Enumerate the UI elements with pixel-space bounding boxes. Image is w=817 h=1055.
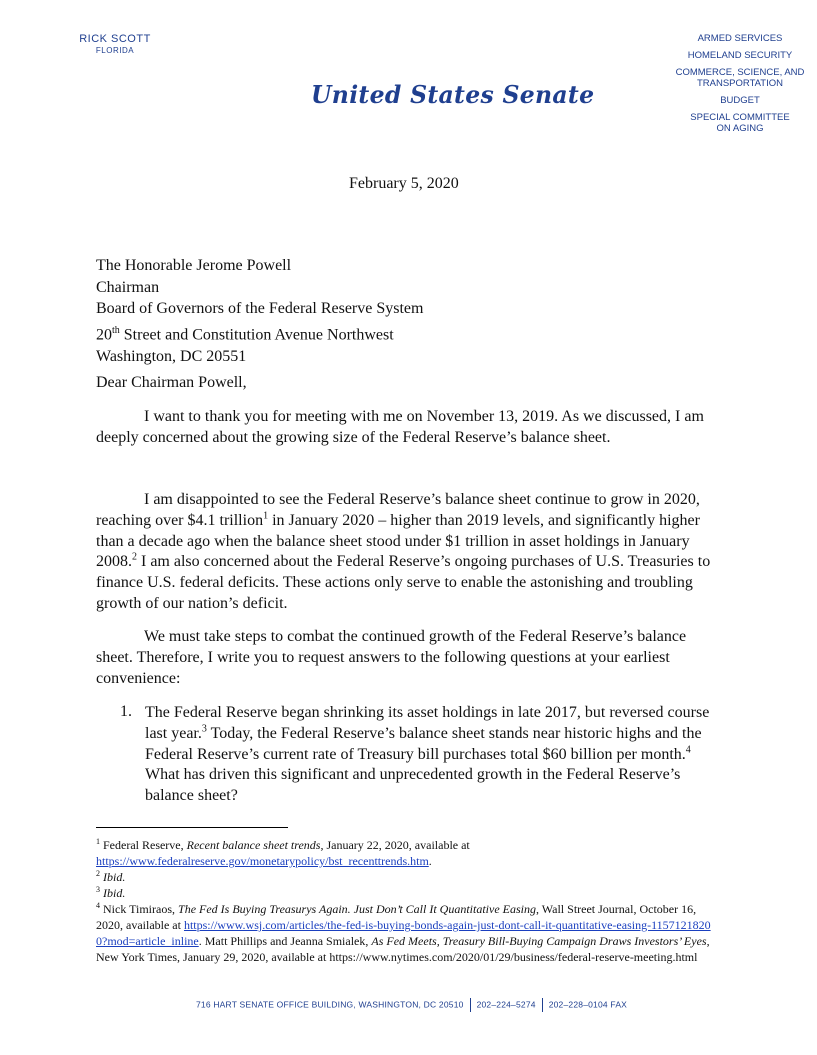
footnote-ref-4: 4 bbox=[685, 744, 691, 756]
footer-divider bbox=[470, 998, 471, 1012]
senator-letterhead bbox=[70, 33, 160, 55]
street-ordinal: th bbox=[112, 324, 120, 336]
committee-aging-line1: SPECIAL COMMITTEE bbox=[690, 112, 790, 123]
footnote-4-link[interactable]: https://www.wsj.com/articles/the-fed-is-buying-bonds-again-just-dont-call-it-quantitative-easing-11571218200?mod=article_inline bbox=[96, 918, 711, 948]
street-name: Street and Constitution Avenue Northwest bbox=[119, 326, 394, 344]
street-number: 20 bbox=[96, 326, 112, 344]
office-fax: 202–228–0104 FAX bbox=[548, 999, 628, 1010]
recipient-street bbox=[96, 320, 423, 346]
footnote-2-text: Ibid. bbox=[100, 870, 126, 884]
recipient-address bbox=[96, 255, 423, 367]
recipient-org: Board of Governors of the Federal Reserve System bbox=[96, 300, 424, 318]
footnote-3-text: Ibid. bbox=[100, 886, 126, 900]
letter-date: February 5, 2020 bbox=[349, 175, 459, 192]
paragraph-2 bbox=[96, 490, 720, 615]
footnote-2-mark: 2 bbox=[96, 869, 100, 878]
footnote-1-link[interactable]: https://www.federalreserve.gov/monetarypolicy/bst_recenttrends.htm bbox=[96, 854, 429, 868]
senate-title: United States Senate bbox=[311, 80, 595, 109]
footnote-divider bbox=[96, 827, 288, 828]
recipient-city: Washington, DC 20551 bbox=[96, 347, 247, 365]
committee-budget: BUDGET bbox=[720, 95, 760, 106]
paragraph-3: We must take steps to combat the continued growth of the Federal Reserve’s balance sheet. Therefore, I write you to request answers to the following questions at your earliest convenience: bbox=[96, 628, 687, 687]
footnote-4-author: Nick Timiraos, bbox=[100, 902, 179, 916]
footnote-3-mark: 3 bbox=[96, 885, 100, 894]
paragraph-2-part-a: I am disappointed to see the Federal Reserve’s balance sheet continue to grow in 2020, reaching over $4.1 trillion bbox=[96, 491, 700, 529]
footnote-ref-2: 2 bbox=[132, 552, 137, 564]
footnote-4-source-2: , New York Times, January 29, 2020, available at https://www.nytimes.com/2020/01/29/business/federal-reserve-meeting.html bbox=[96, 934, 710, 964]
committee-armed-services: ARMED SERVICES bbox=[697, 33, 783, 44]
committee-aging bbox=[660, 112, 817, 134]
footnote-1-end: . bbox=[428, 854, 432, 868]
footer-divider bbox=[542, 998, 543, 1012]
recipient-title: Chairman bbox=[96, 278, 160, 296]
footnote-4-source-1: , Wall Street Journal, October 16, 2020, available at bbox=[96, 902, 697, 932]
footnote-ref-1: 1 bbox=[263, 510, 269, 522]
footnote-4-mark: 4 bbox=[96, 901, 100, 910]
committee-commerce bbox=[660, 67, 817, 89]
footnote-1 bbox=[96, 837, 720, 869]
salutation: Dear Chairman Powell, bbox=[96, 374, 247, 391]
footnote-2 bbox=[96, 869, 720, 885]
question-1-part-a: The Federal Reserve began shrinking its asset holdings in late 2017, but reversed course last year. bbox=[145, 704, 710, 742]
footnote-4-title-1: The Fed Is Buying Treasurys Again. Just Don’t Call It Quantitative Easing bbox=[178, 902, 536, 916]
footnote-1-source: Federal Reserve, bbox=[100, 838, 187, 852]
committee-commerce-line1: COMMERCE, SCIENCE, AND bbox=[675, 67, 805, 78]
office-phone: 202–224–5274 bbox=[476, 999, 536, 1010]
footnote-4 bbox=[96, 901, 720, 965]
paragraph-1: I want to thank you for meeting with me on November 13, 2019. As we discussed, I am deeply concerned about the growing size of the Federal Reserve’s balance sheet. bbox=[96, 408, 704, 446]
footnote-1-date: January 22, 2020, available at bbox=[323, 838, 470, 852]
committee-homeland-security: HOMELAND SECURITY bbox=[687, 50, 793, 61]
paragraph-2-part-c: I am also concerned about the Federal Reserve’s ongoing purchases of U.S. Treasuries to finance U.S. federal deficits. These actions only serve to enable the astonishing and troubling growth of our nation’s deficit. bbox=[96, 553, 711, 612]
recipient-name: The Honorable Jerome Powell bbox=[96, 257, 292, 274]
committee-aging-line2: ON AGING bbox=[716, 123, 764, 134]
senator-name: RICK SCOTT bbox=[79, 33, 151, 45]
footnote-1-title: Recent balance sheet trends, bbox=[186, 838, 324, 852]
question-1 bbox=[145, 703, 717, 807]
footnote-1-mark: 1 bbox=[96, 837, 100, 846]
question-1-number: 1. bbox=[120, 703, 132, 720]
footnote-4-authors-2: . Matt Phillips and Jeanna Smialek, bbox=[198, 934, 372, 948]
footnote-3 bbox=[96, 885, 720, 901]
office-address: 716 HART SENATE OFFICE BUILDING, WASHINGTON, DC 20510 bbox=[196, 999, 464, 1010]
committee-commerce-line2: TRANSPORTATION bbox=[696, 78, 784, 89]
footnote-ref-3: 3 bbox=[201, 723, 207, 735]
committee-list bbox=[660, 33, 817, 140]
question-1-part-c: What has driven this significant and unprecedented growth in the Federal Reserve’s balance sheet? bbox=[145, 766, 681, 805]
footnotes bbox=[96, 837, 720, 965]
question-1-part-b: Today, the Federal Reserve’s balance sheet stands near historic highs and the Federal Reserve’s current rate of Treasury bill purchases total $60 billion per month. bbox=[145, 724, 702, 763]
letter-footer bbox=[196, 998, 627, 1012]
paragraph-2-part-b: in January 2020 – higher than 2019 levels, and significantly higher than a decade ago when the balance sheet stood under $1 trillion in asset holdings in January 2008. bbox=[96, 511, 700, 571]
footnote-4-title-2: As Fed Meets, Treasury Bill-Buying Campaign Draws Investors’ Eyes bbox=[371, 934, 707, 948]
senator-state: FLORIDA bbox=[95, 46, 135, 55]
